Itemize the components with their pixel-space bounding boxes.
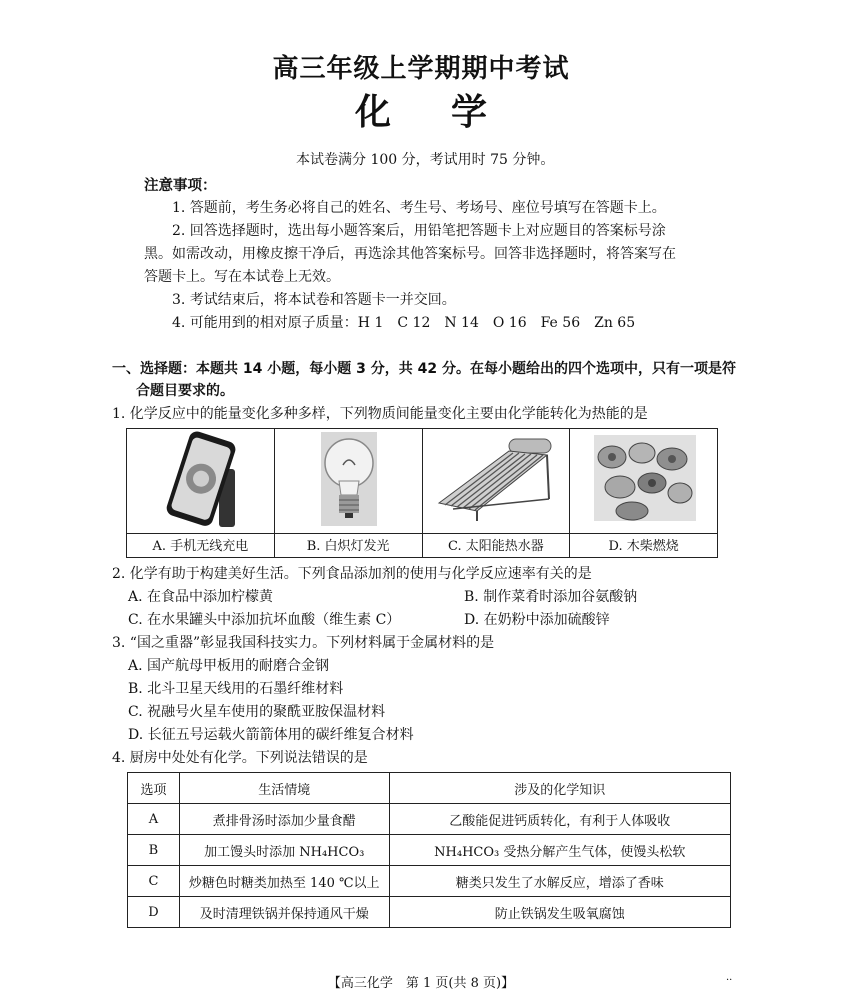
q2-option-b: B. 制作菜肴时添加谷氨酸钠	[464, 589, 638, 605]
q2-option-a: A. 在食品中添加柠檬黄	[128, 589, 274, 605]
table-header-knowledge: 涉及的化学知识	[389, 773, 730, 804]
q2-option-c: C. 在水果罐头中添加抗坏血酸（维生素 C）	[128, 612, 401, 628]
q3-option-a: A. 国产航母甲板用的耐磨合金钢	[128, 658, 330, 674]
q4-stem: 4. 厨房中处处有化学。下列说法错误的是	[112, 750, 368, 766]
q3-option-b: B. 北斗卫星天线用的石墨纤维材料	[128, 681, 344, 697]
q3-option-c: C. 祝融号火星车使用的聚酰亚胺保温材料	[128, 704, 386, 720]
exam-info: 本试卷满分 100 分，考试用时 75 分钟。	[296, 152, 555, 168]
q1-stem: 1. 化学反应中的能量变化多种多样，下列物质间能量变化主要由化学能转化为热能的是	[112, 406, 648, 422]
table-cell-option: D	[128, 897, 180, 928]
table-cell-scenario: 及时清理铁锅并保持通风干燥	[179, 897, 389, 928]
table-header-row	[128, 773, 731, 804]
phone-charging-image	[127, 429, 273, 529]
table-cell-option: A	[128, 804, 180, 835]
q3-option-d: D. 长征五号运载火箭箭体用的碳纤维复合材料	[128, 727, 414, 743]
q1-option-b	[275, 429, 423, 557]
table-cell-knowledge: 乙酸能促进钙质转化，有利于人体吸收	[389, 804, 730, 835]
q2-stem: 2. 化学有助于构建美好生活。下列食品添加剂的使用与化学反应速率有关的是	[112, 566, 592, 582]
footer-mark: ··	[726, 975, 733, 986]
exam-title: 高三年级上学期期中考试	[272, 54, 570, 84]
page-footer: 【高三化学 第 1 页(共 8 页)】	[327, 976, 515, 991]
notice-heading: 注意事项：	[144, 178, 217, 194]
q2-option-d: D. 在奶粉中添加硫酸锌	[464, 612, 610, 628]
table-cell-option: B	[128, 835, 180, 866]
table-row	[128, 897, 731, 928]
q4-table	[127, 772, 731, 928]
notice-line-5: 3. 考试结束后，将本试卷和答题卡一并交回。	[172, 292, 456, 308]
subject-char-1: 化	[354, 92, 391, 133]
table-cell-knowledge: 糖类只发生了水解反应，增添了香味	[389, 866, 730, 897]
q1-option-d-label: D. 木柴燃烧	[570, 533, 717, 560]
table-cell-scenario: 加工馒头时添加 NH₄HCO₃	[179, 835, 389, 866]
table-header-scenario: 生活情境	[179, 773, 389, 804]
q1-option-b-label: B. 白炽灯发光	[275, 533, 422, 560]
q1-option-images	[126, 428, 718, 558]
q1-option-c-label: C. 太阳能热水器	[423, 533, 570, 560]
table-row	[128, 866, 731, 897]
table-row	[128, 835, 731, 866]
subject-title	[0, 84, 842, 135]
light-bulb-image	[275, 429, 421, 529]
notice-line-6: 4. 可能用到的相对原子质量：H 1 C 12 N 14 O 16 Fe 56 Zn 65	[172, 315, 636, 331]
table-cell-knowledge: NH₄HCO₃ 受热分解产生气体，使馒头松软	[389, 835, 730, 866]
q1-option-c	[423, 429, 571, 557]
q3-stem: 3. “国之重器”彰显我国科技实力。下列材料属于金属材料的是	[112, 635, 495, 651]
section-heading-line-2: 合题目要求的。	[136, 383, 234, 399]
subject-char-2: 学	[451, 92, 488, 133]
table-row	[128, 804, 731, 835]
table-cell-scenario: 煮排骨汤时添加少量食醋	[179, 804, 389, 835]
notice-line-1: 1. 答题前，考生务必将自己的姓名、考生号、考场号、座位号填写在答题卡上。	[172, 200, 666, 216]
table-cell-knowledge: 防止铁锅发生吸氧腐蚀	[389, 897, 730, 928]
notice-line-4: 答题卡上。写在本试卷上无效。	[144, 269, 340, 285]
notice-line-2: 2. 回答选择题时，选出每小题答案后，用铅笔把答题卡上对应题目的答案标号涂	[172, 223, 666, 239]
burning-wood-image	[570, 429, 716, 529]
table-header-option: 选项	[128, 773, 180, 804]
q1-option-a	[127, 429, 275, 557]
section-heading-line-1: 一、选择题：本题共 14 小题，每小题 3 分，共 42 分。在每小题给出的四个选项中，只有一项是符	[112, 361, 736, 377]
q1-option-a-label: A. 手机无线充电	[127, 533, 274, 560]
table-cell-scenario: 炒糖色时糖类加热至 140 ℃以上	[179, 866, 389, 897]
q1-option-d	[570, 429, 717, 557]
table-cell-option: C	[128, 866, 180, 897]
solar-water-heater-image	[423, 429, 569, 529]
notice-line-3: 黑。如需改动，用橡皮擦干净后，再选涂其他答案标号。回答非选择题时，将答案写在	[144, 246, 676, 262]
